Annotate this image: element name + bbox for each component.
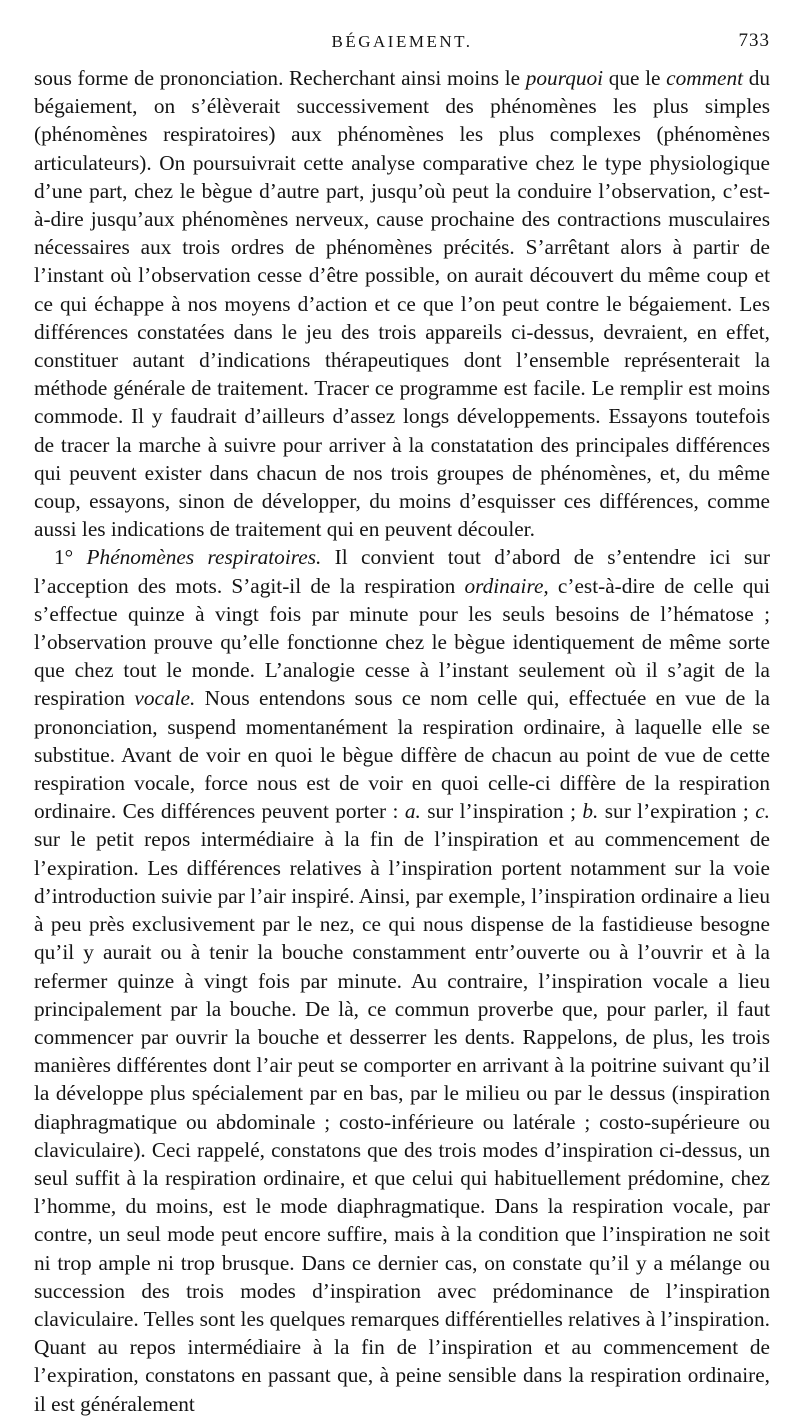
text-run: que le: [603, 66, 667, 90]
text-run: sous forme de prononciation. Recherchant ainsi moins le: [34, 66, 526, 90]
page-number: 733: [738, 30, 770, 51]
italic-text: ordinaire,: [464, 573, 549, 598]
paragraph: [34, 543, 770, 1417]
text-run: sur l’expiration ;: [598, 799, 756, 824]
italic-text: a.: [404, 799, 421, 824]
running-title: BÉGAIEMENT.: [331, 32, 473, 51]
text-run: du bégaiement, on s’élèverait successivement des phénomènes les plus simples (phénomènes respiratoires) aux phénomènes les plus complexes (phénomènes articulateurs). On poursuivrait cette analyse comparative chez le type physiologique d’une part, chez le bègue d’autre part, jusqu’où peut la conduire l’observation, c’est-à-dire jusqu’aux phénomènes nerveux, cause prochaine des contractions musculaires nécessaires aux trois ordres de phénomènes précités. S’arrêtant alors à partir de l’instant où l’observation cesse d’être possible, on aurait découvert du même coup et ce qui échappe à nos moyens d’action et ce que l’on peut contre le bégaiement. Les différences constatées dans le jeu des trois appareils ci-dessus, devraient, en effet, constituer autant d’indications thérapeutiques dont l’ensemble représenterait la méthode générale de traitement. Tracer ce programme est facile. Le remplir est moins commode. Il y faudrait d’ailleurs d’assez longs développements. Essayons toutefois de tracer la marche à suivre pour arriver à la constatation des principales différences qui peuvent exister dans chacun de nos trois groupes de phénomènes, et, du même coup, essayons, sinon de développer, du moins d’esquisser ces différences, comme aussi les indications de traitement qui en peuvent découler.: [34, 66, 770, 542]
text-run: Il convient tout d’abord de s’entendre ici sur l’acception des mots. S’agit-il de la respiration: [34, 545, 770, 598]
italic-text: pourquoi: [525, 66, 604, 90]
page-header: [34, 28, 770, 64]
text-run: c’est-à-dire de celle qui s’effectue quinze à vingt fois par minute pour les seuls besoins de l’hématose ; l’observation prouve qu’elle fonctionne chez le bègue identiquement de même sorte que chez tout le monde. L’analogie cesse à l’instant seulement où il s’agit de la respiration: [34, 573, 770, 711]
body-text: [34, 64, 770, 1418]
text-run: sur l’inspiration ;: [420, 799, 583, 824]
italic-text: c.: [755, 799, 770, 824]
text-run: sur le petit repos intermédiaire à la fin de l’inspiration et au commencement de l’expiration. Les différences relatives à l’inspiration portent notamment sur la voie d’introduction suivie par l’air inspiré. Ainsi, par exemple, l’inspiration ordinaire a lieu à peu près exclusivement par le nez, ce qui nous dispense de la fastidieuse besogne qu’il y aurait ou à tenir la bouche constamment entr’ouverte ou à l’ouvrir et à la refermer quinze à vingt fois par minute. Au contraire, l’inspiration vocale a lieu principalement par la bouche. De là, ce commun proverbe que, pour parler, il faut commencer par ouvrir la bouche et desserrer les dents. Rappelons, de plus, les trois manières différentes dont l’air peut se comporter en arrivant à la poitrine suivant qu’il la développe plus spécialement par en bas, par le milieu ou par le dessus (inspiration diaphragmatique ou abdominale ; costo-inférieure ou latérale ; costo-supérieure ou claviculaire). Ceci rappelé, constatons que des trois modes d’inspiration ci-dessus, un seul suffit à la respiration ordinaire, et que celui qui habituellement prédomine, chez l’homme, du moins, est le mode diaphragmatique. Dans la respiration vocale, par contre, un seul mode peut encore suffire, mais à la condition que l’inspiration ne soit ni trop ample ni trop brusque. Dans ce dernier cas, on constate qu’il y a mélange ou succession des trois modes d’inspiration avec prédominance de l’inspiration claviculaire. Telles sont les quelques remarques différentielles relatives à l’inspiration. Quant au repos intermédiaire à la fin de l’inspiration et au commencement de l’expiration, constatons en passant que, à peine sensible dans la respiration ordinaire, il est généralement: [34, 827, 770, 1416]
italic-text: Phénomènes respiratoires.: [86, 545, 322, 570]
text-run: Nous entendons sous ce nom celle qui, effectuée en vue de la prononciation, suspend momentanément la respiration ordinaire, à laquelle elle se substitue. Avant de voir en quoi le bègue diffère de chacun au point de vue de cette respiration vocale, force nous est de voir en quoi celle-ci diffère de la respiration ordinaire. Ces différences peuvent porter :: [34, 686, 770, 824]
italic-text: b.: [582, 799, 599, 824]
italic-text: vocale.: [134, 686, 196, 711]
paragraph: [34, 64, 770, 543]
italic-text: comment: [666, 66, 744, 90]
text-run: 1°: [54, 545, 87, 570]
